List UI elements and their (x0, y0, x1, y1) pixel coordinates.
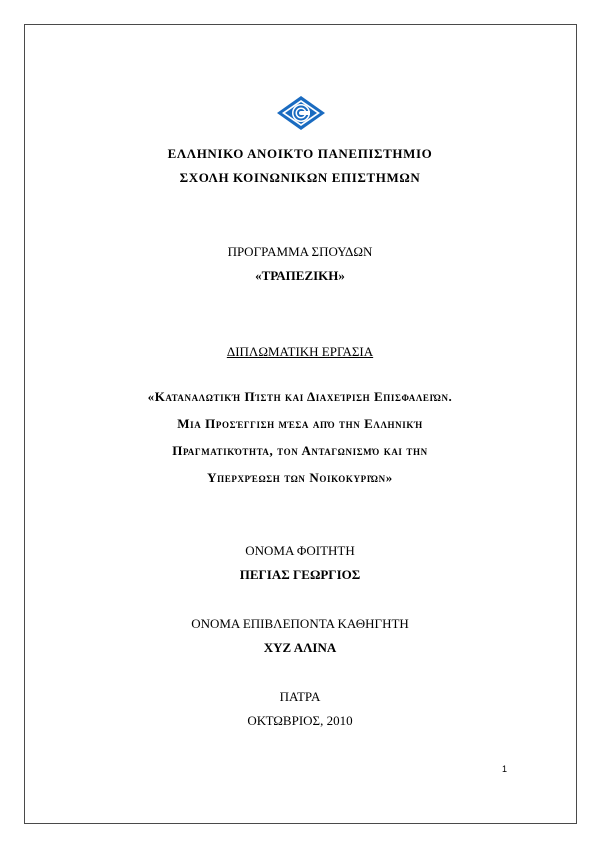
thesis-title-line: «Καταναλωτική Πίστη και Διαχείριση Επισφαλειών. (147, 389, 453, 404)
program-label: ΠΡΟΓΡΑΜΜΑ ΣΠΟΥΔΩΝ (227, 244, 373, 259)
thesis-title-line: Πραγματικότητα, τον Ανταγωνισμό και την (172, 443, 428, 458)
city: ΠΑΤΡΑ (279, 689, 321, 704)
university-name: ΕΛΛΗΝΙΚΟ ΑΝΟΙΚΤΟ ΠΑΝΕΠΙΣΤΗΜΙΟ (167, 146, 433, 161)
program-name: «ΤΡΑΠΕΖΙΚΗ» (255, 268, 345, 283)
thesis-title-line: Υπερχρέωση των Νοικοκυριών» (207, 470, 393, 485)
student-name: ΠΕΓΙΑΣ ΓΕΩΡΓΙΟΣ (239, 567, 361, 582)
supervisor-label: ΟΝΟΜΑ ΕΠΙΒΛΕΠΟΝΤΑ ΚΑΘΗΓΗΤΗ (191, 616, 409, 631)
page-number: 1 (502, 764, 508, 774)
student-label: ΟΝΟΜΑ ΦΟΙΤΗΤΗ (245, 543, 355, 558)
thesis-title-line: Μια Προσέγγιση μέσα από την Ελληνική (177, 416, 423, 431)
date: ΟΚΤΩΒΡΙΟΣ, 2010 (247, 713, 353, 728)
thesis-type: ΔΙΠΛΩΜΑΤΙΚΗ ΕΡΓΑΣΙΑ (226, 344, 374, 359)
school-name: ΣΧΟΛΗ ΚΟΙΝΩΝΙΚΩΝ ΕΠΙΣΤΗΜΩΝ (179, 170, 421, 185)
university-logo-icon (276, 95, 326, 131)
supervisor-name: ΧΥΖ ΑΛΙΝΑ (263, 640, 337, 655)
